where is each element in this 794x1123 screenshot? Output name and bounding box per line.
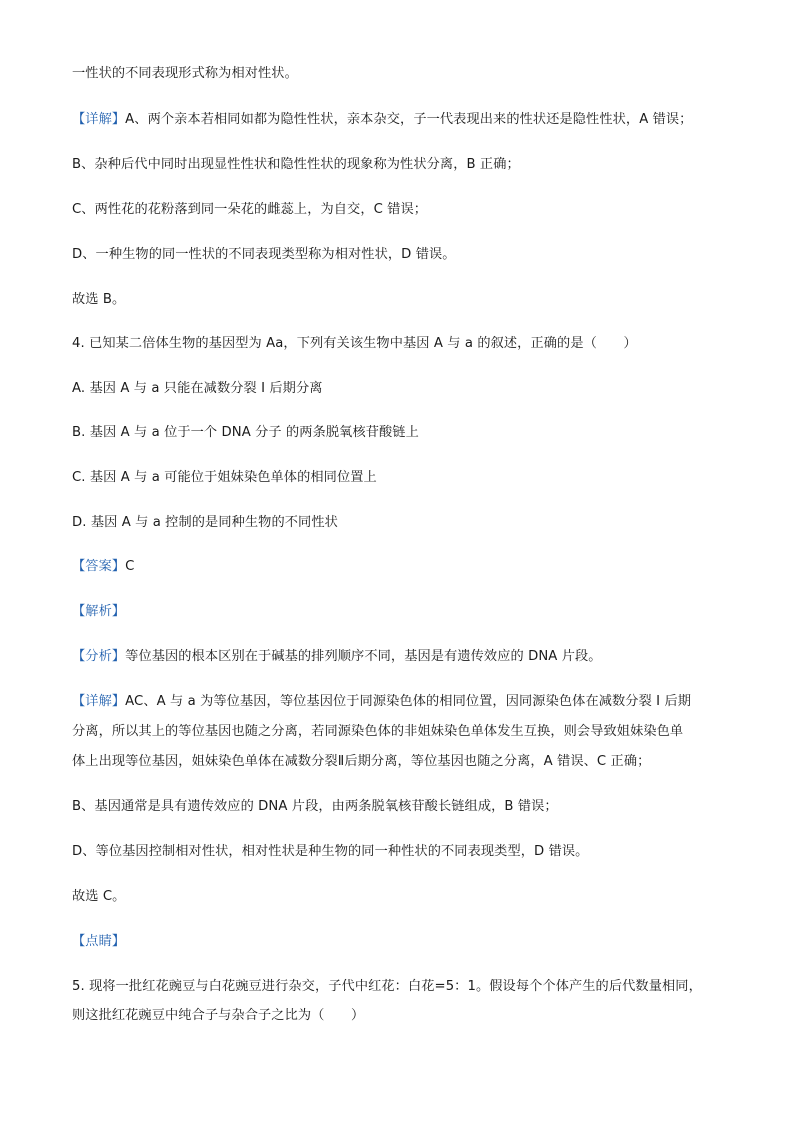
prev-detail-b: B、杂种后代中同时出现显性性状和隐性性状的现象称为性状分离，B 正确； (72, 157, 520, 172)
prev-detail-a: 【详解】A、两个亲本若相同如都为隐性性状，亲本杂交，子一代表现出来的性状还是隐性性状，A 错误； (72, 112, 693, 127)
question-5-stem-line-1: 5. 现将一批红花豌豆与白花豌豆进行杂交，子代中红花：白花=5：1。假设每个个体产生的后代数量相同， (72, 979, 702, 994)
answer-value: C (125, 559, 135, 574)
fenxi-line: 【分析】等位基因的根本区别在于碱基的排列顺序不同，基因是有遗传效应的 DNA 片段。 (72, 649, 602, 664)
detail-tag: 【详解】 (72, 112, 126, 127)
analysis-heading: 【解析】 (72, 604, 126, 619)
fenxi-tag: 【分析】 (72, 649, 126, 664)
q4-detail-d: D、等位基因控制相对性状，相对性状是种生物的同一种性状的不同表现类型，D 错误。 (72, 844, 589, 859)
prev-detail-c: C、两性花的花粉落到同一朵花的雌蕊上，为自交，C 错误； (72, 202, 428, 217)
q4-detail-line-3: 体上出现等位基因，姐妹染色单体在减数分裂Ⅱ后期分离，等位基因也随之分离，A 错误、C 正确； (72, 754, 651, 769)
q4-choose: 故选 C。 (72, 889, 126, 904)
q4-detail-line-1: 【详解】AC、A 与 a 为等位基因，等位基因位于同源染色体的相同位置，因同源染色体在减数分裂 I 后期 (72, 694, 692, 709)
question-4-option-c: C. 基因 A 与 a 可能位于姐妹染色单体的相同位置上 (72, 470, 377, 485)
answer-line (72, 557, 732, 577)
question-4-option-a: A. 基因 A 与 a 只能在减数分裂 I 后期分离 (72, 381, 323, 396)
dianjing-heading: 【点睛】 (72, 934, 126, 949)
prev-detail-d: D、一种生物的同一性状的不同表现类型称为相对性状，D 错误。 (72, 247, 456, 262)
answer-tag: 【答案】 (72, 559, 126, 574)
prev-intro: 一性状的不同表现形式称为相对性状。 (72, 66, 298, 81)
question-4-option-d: D. 基因 A 与 a 控制的是同种生物的不同性状 (72, 515, 338, 530)
question-4-stem: 4. 已知某二倍体生物的基因型为 Aa，下列有关该生物中基因 A 与 a 的叙述，正确的是（ ） (72, 336, 637, 351)
detail-tag: 【详解】 (72, 694, 126, 709)
question-4-option-b: B. 基因 A 与 a 位于一个 DNA 分子 的两条脱氧核苷酸链上 (72, 425, 419, 440)
q4-detail-b: B、基因通常是具有遗传效应的 DNA 片段，由两条脱氧核苷酸长链组成，B 错误； (72, 799, 558, 814)
q4-detail-line-2: 分离，所以其上的等位基因也随之分离，若同源染色体的非姐妹染色单体发生互换，则会导致姐妹染色单 (72, 724, 684, 739)
prev-choose: 故选 B。 (72, 292, 126, 307)
question-5-stem-line-2: 则这批红花豌豆中纯合子与杂合子之比为（ ） (72, 1008, 365, 1023)
